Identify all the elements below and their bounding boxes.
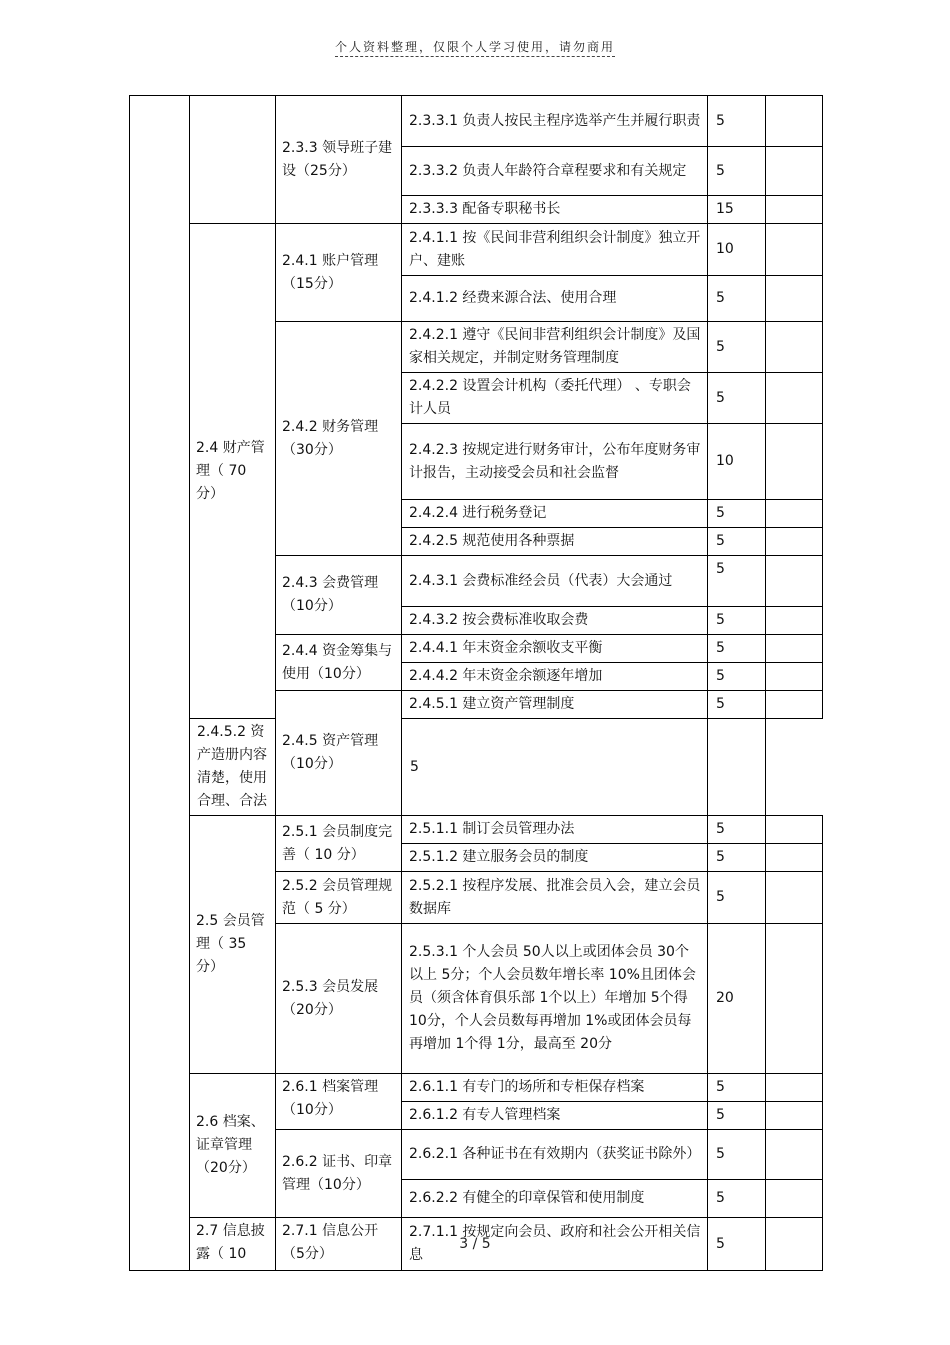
evaluation-table [129, 95, 823, 1271]
table-row [130, 224, 823, 276]
table-row [130, 96, 823, 147]
remark-cell [766, 607, 823, 635]
criterion-cell: 2.4.3.1 会费标准经会员（代表）大会通过 [402, 556, 708, 607]
table-row [130, 719, 823, 816]
criterion-cell: 2.3.3.3 配备专职秘书长 [402, 196, 708, 224]
criterion-cell: 2.6.2.1 各种证书在有效期内（获奖证书除外） [402, 1130, 708, 1180]
criterion-cell: 2.5.3.1 个人会员 50人以上或团体会员 30个以上 5分；个人会员数年增长率 10%且团体会员（须含体育俱乐部 1个以上）年增加 5个得 10分，个人会员数每再增加 1%或团体会员每再增加 1个得 1分，最高至 20分 [402, 924, 708, 1074]
subcategory-cell: 2.5.3 会员发展（20分） [276, 924, 402, 1074]
subcategory-cell: 2.6.2 证书、印章管理（10分） [276, 1130, 402, 1218]
remark-cell [766, 1130, 823, 1180]
score-cell: 5 [708, 528, 766, 556]
criterion-cell: 2.6.2.2 有健全的印章保管和使用制度 [402, 1180, 708, 1218]
criterion-cell: 2.4.2.5 规范使用各种票据 [402, 528, 708, 556]
criterion-cell: 2.4.4.2 年末资金余额逐年增加 [402, 663, 708, 691]
score-cell: 5 [708, 1218, 766, 1271]
criterion-cell: 2.5.2.1 按程序发展、批准会员入会，建立会员数据库 [402, 872, 708, 924]
remark-cell [766, 635, 823, 663]
score-cell: 5 [708, 96, 766, 147]
subcategory-cell: 2.4.2 财务管理（30分） [276, 322, 402, 556]
criterion-cell: 2.4.5.2 资产造册内容清楚，使用合理、合法 [190, 719, 276, 816]
score-cell: 15 [708, 196, 766, 224]
page-header: 个人资料整理，仅限个人学习使用，请勿商用 [0, 38, 950, 55]
score-cell: 5 [708, 147, 766, 196]
score-cell: 5 [402, 719, 708, 816]
remark-cell [766, 96, 823, 147]
table-row [130, 816, 823, 844]
subcategory-cell: 2.4.5 资产管理（10分） [276, 691, 402, 816]
remark-cell [766, 322, 823, 373]
criterion-cell: 2.4.5.1 建立资产管理制度 [402, 691, 708, 719]
criterion-cell: 2.4.2.1 遵守《民间非营利组织会计制度》及国家相关规定，并制定财务管理制度 [402, 322, 708, 373]
subcategory-cell: 2.3.3 领导班子建设（25分） [276, 96, 402, 224]
score-cell: 5 [708, 1130, 766, 1180]
remark-cell [766, 872, 823, 924]
remark-cell [766, 424, 823, 500]
remark-cell [766, 663, 823, 691]
score-cell: 5 [708, 276, 766, 322]
criterion-cell: 2.6.1.2 有专人管理档案 [402, 1102, 708, 1130]
score-cell: 5 [708, 635, 766, 663]
remark-cell [766, 691, 823, 719]
score-cell: 5 [708, 691, 766, 719]
remark-cell [766, 1074, 823, 1102]
criterion-cell: 2.5.1.2 建立服务会员的制度 [402, 844, 708, 872]
score-cell: 5 [708, 1074, 766, 1102]
remark-cell [766, 147, 823, 196]
score-cell: 10 [708, 424, 766, 500]
criterion-cell: 2.7.1.1 按规定向会员、政府和社会公开相关信息 [402, 1218, 708, 1271]
remark-cell [766, 500, 823, 528]
remark-cell [766, 556, 823, 607]
criterion-cell: 2.4.2.2 设置会计机构（委托代理） 、专职会计人员 [402, 373, 708, 424]
subcategory-cell: 2.5.2 会员管理规范（ 5 分） [276, 872, 402, 924]
criterion-cell: 2.4.2.3 按规定进行财务审计，公布年度财务审计报告，主动接受会员和社会监督 [402, 424, 708, 500]
subcategory-cell: 2.5.1 会员制度完善（ 10 分） [276, 816, 402, 872]
score-cell: 5 [708, 1180, 766, 1218]
blank-col-1 [130, 96, 190, 1271]
score-cell: 10 [708, 224, 766, 276]
subcategory-cell: 2.6.1 档案管理（10分） [276, 1074, 402, 1130]
remark-cell [766, 528, 823, 556]
category-cell: 2.7 信息披露（ 10 [190, 1218, 276, 1271]
score-cell: 5 [708, 500, 766, 528]
remark-cell [766, 844, 823, 872]
remark-cell [766, 196, 823, 224]
remark-cell [766, 1102, 823, 1130]
remark-cell [766, 276, 823, 322]
score-cell: 5 [708, 322, 766, 373]
category-cell: 2.5 会员管理（ 35 分） [190, 816, 276, 1074]
score-cell: 5 [708, 663, 766, 691]
remark-cell [708, 719, 766, 816]
page-number: 3 / 5 [459, 1236, 491, 1252]
criterion-cell: 2.6.1.1 有专门的场所和专柜保存档案 [402, 1074, 708, 1102]
table-row [130, 1074, 823, 1102]
remark-cell [766, 373, 823, 424]
score-cell: 5 [708, 872, 766, 924]
score-cell: 20 [708, 924, 766, 1074]
score-cell: 5 [708, 1102, 766, 1130]
subcategory-cell: 2.4.4 资金筹集与使用（10分） [276, 635, 402, 691]
subcategory-cell: 2.7.1 信息公开（5分） [276, 1218, 402, 1271]
category-cell [190, 96, 276, 224]
remark-cell [766, 1180, 823, 1218]
score-cell: 5 [708, 816, 766, 844]
subcategory-cell: 2.4.1 账户管理（15分） [276, 224, 402, 322]
score-cell: 5 [708, 844, 766, 872]
criterion-cell: 2.4.2.4 进行税务登记 [402, 500, 708, 528]
score-cell: 5 [708, 373, 766, 424]
remark-cell [766, 816, 823, 844]
category-cell: 2.4 财产管理（ 70 分） [190, 224, 276, 719]
score-cell: 5 [708, 607, 766, 635]
category-cell: 2.6 档案、证章管理（20分） [190, 1074, 276, 1218]
criterion-cell: 2.4.1.2 经费来源合法、使用合理 [402, 276, 708, 322]
remark-cell [766, 224, 823, 276]
criterion-cell: 2.5.1.1 制订会员管理办法 [402, 816, 708, 844]
criterion-cell: 2.4.3.2 按会费标准收取会费 [402, 607, 708, 635]
criterion-cell: 2.3.3.2 负责人年龄符合章程要求和有关规定 [402, 147, 708, 196]
criterion-cell: 2.4.4.1 年末资金余额收支平衡 [402, 635, 708, 663]
remark-cell [766, 924, 823, 1074]
subcategory-cell: 2.4.3 会费管理（10分） [276, 556, 402, 635]
score-cell: 5 [708, 556, 766, 607]
criterion-cell: 2.4.1.1 按《民间非营利组织会计制度》独立开户、建账 [402, 224, 708, 276]
criterion-cell: 2.3.3.1 负责人按民主程序选举产生并履行职责 [402, 96, 708, 147]
